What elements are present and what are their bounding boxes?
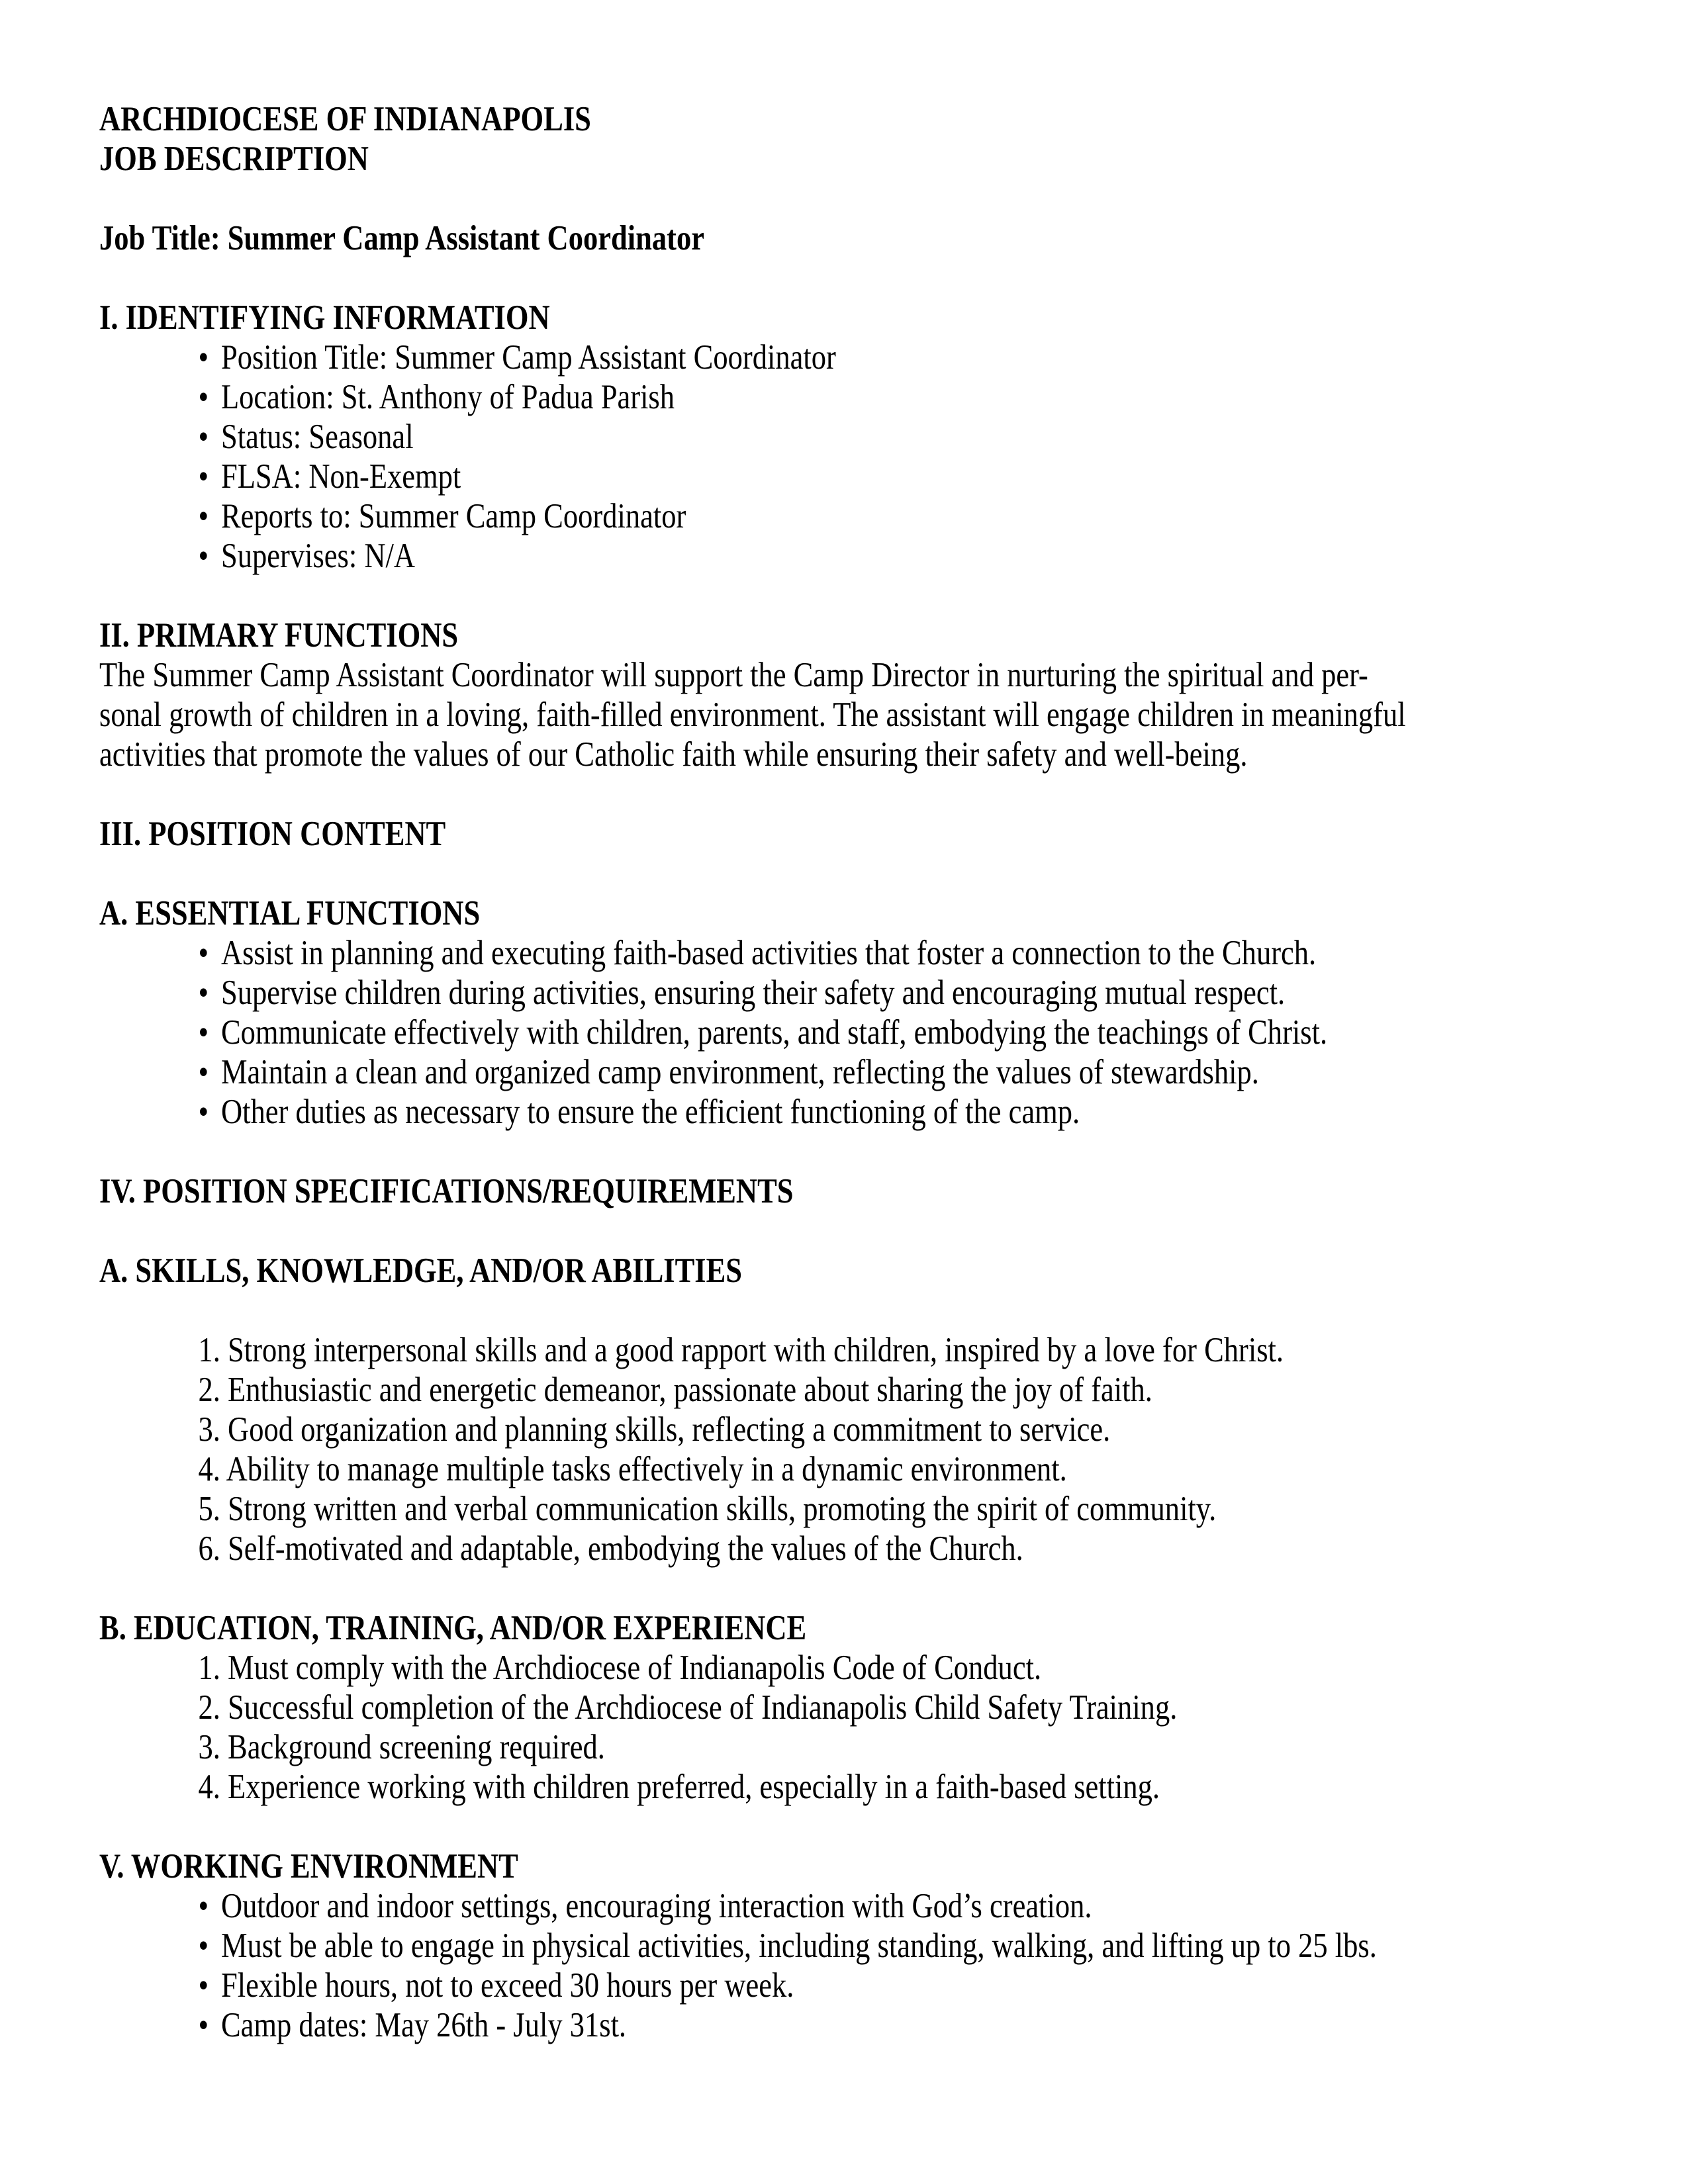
bullet-marker: • — [198, 1887, 209, 1925]
numbered-item: 2. Enthusiastic and energetic demeanor, passionate about sharing the joy of faith. — [198, 1371, 1152, 1409]
bullet-item — [99, 496, 1679, 536]
bullet-marker: • — [198, 2006, 209, 2044]
primary-functions-paragraph — [99, 655, 1679, 774]
section-heading-specifications: IV. POSITION SPECIFICATIONS/REQUIREMENTS — [99, 1172, 794, 1210]
org-name: ARCHDIOCESE OF INDIANAPOLIS — [99, 100, 591, 138]
bullet-item — [99, 377, 1679, 417]
paragraph-line: activities that promote the values of our Catholic faith while ensuring their safety and well-being. — [99, 735, 1248, 774]
bullet-marker: • — [198, 934, 209, 972]
education-list — [99, 1648, 1679, 1807]
numbered-item: 3. Good organization and planning skills, reflecting a commitment to service. — [198, 1410, 1111, 1449]
bullet-marker: • — [198, 974, 209, 1012]
bullet-item — [99, 1926, 1679, 1966]
bullet-item-text: Supervise children during activities, ensuring their safety and encouraging mutual respect. — [220, 974, 1286, 1012]
bullet-item-text: Flexible hours, not to exceed 30 hours per week. — [220, 1966, 794, 2005]
numbered-item: 2. Successful completion of the Archdiocese of Indianapolis Child Safety Training. — [198, 1688, 1178, 1727]
bullet-item — [99, 1966, 1679, 2005]
bullet-marker: • — [198, 1093, 209, 1131]
numbered-item: 6. Self-motivated and adaptable, embodying the values of the Church. — [198, 1529, 1023, 1568]
numbered-item: 1. Must comply with the Archdiocese of Indianapolis Code of Conduct. — [198, 1649, 1042, 1687]
bullet-item — [99, 457, 1679, 496]
bullet-item-text: Location: St. Anthony of Padua Parish — [220, 378, 675, 416]
bullet-marker: • — [198, 537, 209, 575]
working-environment-list — [99, 1886, 1679, 2045]
bullet-item — [99, 338, 1679, 377]
bullet-item-text: Maintain a clean and organized camp environment, reflecting the values of stewardship. — [220, 1053, 1259, 1091]
identifying-list — [99, 338, 1679, 576]
paragraph-line: sonal growth of children in a loving, faith-filled environment. The assistant will engage children in meaningful — [99, 696, 1406, 734]
numbered-item: 3. Background screening required. — [198, 1728, 605, 1766]
bullet-item-text: Outdoor and indoor settings, encouraging interaction with God’s creation. — [220, 1887, 1092, 1925]
bullet-item-text: Position Title: Summer Camp Assistant Coordinator — [220, 338, 836, 377]
bullet-item-text: Reports to: Summer Camp Coordinator — [220, 497, 686, 535]
bullet-marker: • — [198, 338, 209, 377]
document-title — [99, 99, 1679, 179]
bullet-marker: • — [198, 497, 209, 535]
numbered-item: 4. Experience working with children preferred, especially in a faith-based setting. — [198, 1768, 1160, 1806]
section-heading-primary-functions: II. PRIMARY FUNCTIONS — [99, 616, 459, 655]
bullet-item — [99, 2005, 1679, 2045]
section-heading-position-content: III. POSITION CONTENT — [99, 815, 446, 853]
bullet-item-text: Camp dates: May 26th - July 31st. — [220, 2006, 627, 2044]
doc-type: JOB DESCRIPTION — [99, 140, 369, 178]
bullet-item-text: Communicate effectively with children, parents, and staff, embodying the teachings of Christ. — [220, 1013, 1328, 1052]
bullet-marker: • — [198, 1013, 209, 1052]
section-heading-education: B. EDUCATION, TRAINING, AND/OR EXPERIENCE — [99, 1609, 807, 1647]
bullet-item-text: Status: Seasonal — [220, 418, 414, 456]
bullet-marker: • — [198, 1966, 209, 2005]
job-title: Job Title: Summer Camp Assistant Coordinator — [99, 219, 704, 257]
bullet-item-text: Assist in planning and executing faith-based activities that foster a connection to the Church. — [220, 934, 1317, 972]
bullet-item — [99, 417, 1679, 457]
bullet-marker: • — [198, 1053, 209, 1091]
bullet-marker: • — [198, 457, 209, 496]
bullet-item — [99, 1092, 1679, 1132]
bullet-marker: • — [198, 1927, 209, 1965]
bullet-item-text: Supervises: N/A — [220, 537, 416, 575]
section-heading-working-environment: V. WORKING ENVIRONMENT — [99, 1847, 518, 1886]
bullet-item — [99, 1052, 1679, 1092]
bullet-item — [99, 973, 1679, 1013]
numbered-item: 1. Strong interpersonal skills and a good rapport with children, inspired by a love for Christ. — [198, 1331, 1284, 1369]
skills-list — [99, 1330, 1679, 1569]
paragraph-line: The Summer Camp Assistant Coordinator will support the Camp Director in nurturing the spiritual and per- — [99, 656, 1368, 694]
numbered-item: 5. Strong written and verbal communication skills, promoting the spirit of community. — [198, 1490, 1217, 1528]
bullet-item — [99, 1013, 1679, 1052]
bullet-item-text: Other duties as necessary to ensure the efficient functioning of the camp. — [220, 1093, 1080, 1131]
numbered-item: 4. Ability to manage multiple tasks effectively in a dynamic environment. — [198, 1450, 1067, 1488]
essential-functions-list — [99, 933, 1679, 1132]
bullet-marker: • — [198, 378, 209, 416]
section-heading-identifying: I. IDENTIFYING INFORMATION — [99, 298, 550, 337]
bullet-item-text: FLSA: Non-Exempt — [220, 457, 461, 496]
bullet-item — [99, 933, 1679, 973]
document-content — [99, 99, 1679, 2045]
bullet-item-text: Must be able to engage in physical activities, including standing, walking, and lifting up to 25 lbs. — [220, 1927, 1377, 1965]
section-heading-skills: A. SKILLS, KNOWLEDGE, AND/OR ABILITIES — [99, 1251, 743, 1290]
bullet-marker: • — [198, 418, 209, 456]
section-heading-essential-functions: A. ESSENTIAL FUNCTIONS — [99, 894, 481, 933]
bullet-item — [99, 536, 1679, 576]
bullet-item — [99, 1886, 1679, 1926]
